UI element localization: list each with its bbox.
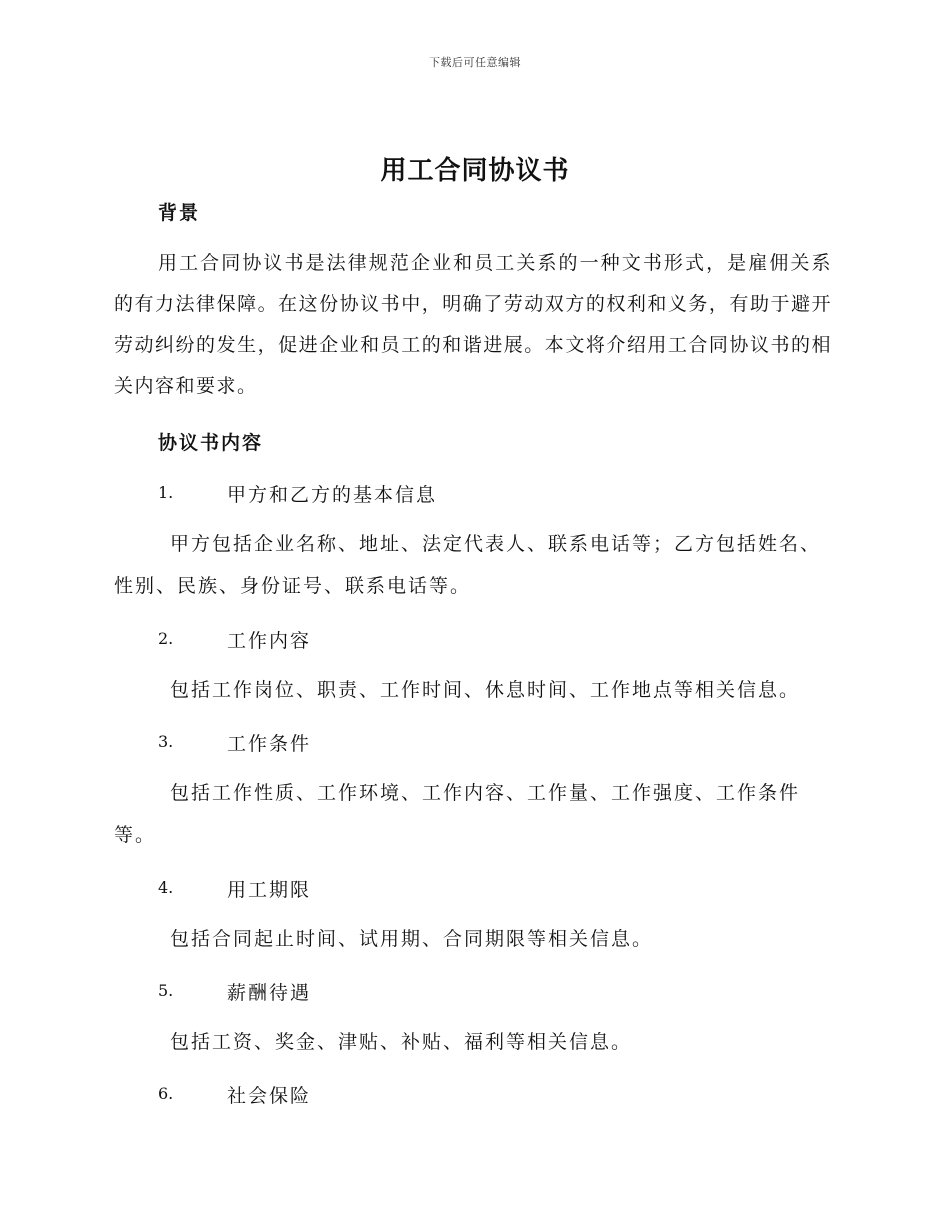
item-body: 包括工作性质、工作环境、工作内容、工作量、工作强度、工作条件等。 xyxy=(114,782,801,846)
item-body: 包括合同起止时间、试用期、合同期限等相关信息。 xyxy=(170,928,654,950)
item-number: 4. xyxy=(158,878,174,897)
item-number: 1. xyxy=(158,483,174,502)
item-number: 6. xyxy=(158,1084,174,1103)
item-body: 包括工作岗位、职责、工作时间、休息时间、工作地点等相关信息。 xyxy=(170,679,801,701)
item-title: 甲方和乙方的基本信息 xyxy=(227,484,438,506)
item-title: 薪酬待遇 xyxy=(227,982,312,1004)
header-note: 下载后可任意编辑 xyxy=(429,56,521,69)
section-heading-background: 背景 xyxy=(158,202,201,224)
background-paragraph: 用工合同协议书是法律规范企业和员工关系的一种文书形式，是雇佣关系的有力法律保障。在这份协议书中，明确了劳动双方的权利和义务，有助于避开劳动纠纷的发生，促进企业和员工的和谐进展。本文将介绍用工合同协议书的相关内容和要求。 xyxy=(114,252,832,397)
item-title: 工作条件 xyxy=(227,733,312,755)
item-number: 2. xyxy=(158,629,174,648)
item-body: 甲方包括企业名称、地址、法定代表人、联系电话等；乙方包括姓名、性别、民族、身份证号、联系电话等。 xyxy=(114,533,822,597)
item-title: 社会保险 xyxy=(227,1085,312,1107)
item-title: 工作内容 xyxy=(227,630,312,652)
item-body: 包括工资、奖金、津贴、补贴、福利等相关信息。 xyxy=(170,1031,633,1053)
document-title: 用工合同协议书 xyxy=(380,156,570,186)
item-number: 5. xyxy=(158,981,174,1000)
section-heading-content: 协议书内容 xyxy=(158,432,264,454)
item-title: 用工期限 xyxy=(227,879,312,901)
item-number: 3. xyxy=(158,732,174,751)
